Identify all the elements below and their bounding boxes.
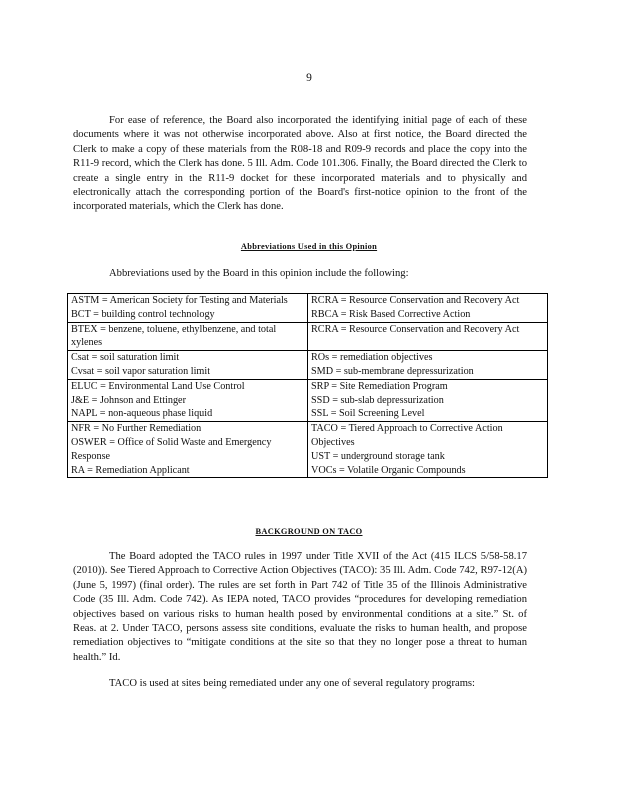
abbreviation-cell-left [68,379,308,421]
abbreviation-row [68,294,548,323]
abbreviation-entry: SMD = sub-membrane depressurization [311,365,474,377]
abbreviation-entry: ASTM = American Society for Testing and Materials [71,295,288,306]
paragraph-incorporation: For ease of reference, the Board also incorporated the identifying initial page of each of these documents where it was not otherwise incorporated above. Also at first notice, the Board directed the Clerk to make a copy of these materials from the R08-18 and R09-9 records and place the copy into the R11-9 record, which the Clerk has done. 5 Ill. Adm. Code 101.306. Finally, the Board directed the Clerk to create a single entry in the R11-9 docket for these incorporated materials and to physically and electronically attach the corresponding portion of the Board's first-notice opinion to the front of the incorporated materials, which the Clerk has done. [73,115,527,213]
abbreviation-entry: UST = underground storage tank [311,450,445,462]
abbreviation-cell-right [308,422,548,478]
abbreviation-cell-left [68,294,308,323]
abbreviation-entry: SSD = sub-slab depressurization [311,394,444,406]
abbreviation-cell-right [308,379,548,421]
abbreviation-row [68,322,548,351]
abbreviation-entry: NFR = No Further Remediation [71,423,202,435]
abbreviation-entry: Csat = soil saturation limit [71,352,180,364]
abbreviation-cell-right [308,294,548,323]
abbreviation-entry: TACO = Tiered Approach to Corrective Action Objectives [311,423,503,448]
abbreviation-entry: RCRA = Resource Conservation and Recovery Act [311,295,520,306]
abbreviation-entry: VOCs = Volatile Organic Compounds [311,464,466,476]
paragraph-taco-background: The Board adopted the TACO rules in 1997 under Title XVII of the Act (415 ILCS 5/58-58.17 (2010)). See Tiered Approach to Corrective Action Objectives (TACO): 35 Ill. Adm. Code 742, R97-12(A) (June 5, 1997) (final order). The rules are set forth in Part 742 of Title 35 of the Illinois Administrative Code (35 Ill. Adm. Code 742). As IEPA noted, TACO provides “procedures for developing remediation objectives based on various risks to human health posed by environmental conditions at a site.” St. of Reas. at 2. Under TACO, persons assess site conditions, evaluate the risks to human health, and propose remediation objectives to “mitigate conditions at the site so that they no longer pose a threat to human health.” Id. [73,551,527,663]
abbreviation-entry: BCT = building control technology [71,308,215,320]
abbreviation-entry: SRP = Site Remediation Program [311,380,448,392]
abbreviation-cell-right [308,322,548,351]
abbreviation-entry: J&E = Johnson and Ettinger [71,394,186,406]
abbreviations-table [67,293,548,478]
heading-abbreviations: Abbreviations Used in this Opinion [240,242,378,251]
page-number: 9 [306,72,312,84]
abbreviation-entry: NAPL = non-aqueous phase liquid [71,408,213,420]
abbreviation-cell-left [68,322,308,351]
abbreviation-row [68,379,548,421]
abbreviation-entry: ELUC = Environmental Land Use Control [71,380,245,392]
abbreviation-cell-right [308,351,548,380]
abbreviation-row [68,422,548,478]
abbreviation-cell-left [68,422,308,478]
abbreviation-entry: ROs = remediation objectives [311,352,433,364]
abbreviation-entry: RA = Remediation Applicant [71,464,190,476]
paragraph-taco-programs: TACO is used at sites being remediated under any one of several regulatory programs: [109,678,475,689]
abbreviation-row [68,351,548,380]
abbreviation-entry: OSWER = Office of Solid Waste and Emergency Response [71,436,272,462]
abbreviation-entry: SSL = Soil Screening Level [311,408,425,420]
abbreviation-cell-left [68,351,308,380]
heading-background: BACKGROUND ON TACO [255,527,363,536]
abbreviation-entry: RCRA = Resource Conservation and Recovery Act [311,323,520,335]
abbreviation-entry: Cvsat = soil vapor saturation limit [71,365,211,377]
abbreviation-entry: BTEX = benzene, toluene, ethylbenzene, and total xylenes [71,323,277,349]
abbreviation-entry: RBCA = Risk Based Corrective Action [311,308,471,320]
abbreviations-intro: Abbreviations used by the Board in this opinion include the following: [109,268,409,279]
